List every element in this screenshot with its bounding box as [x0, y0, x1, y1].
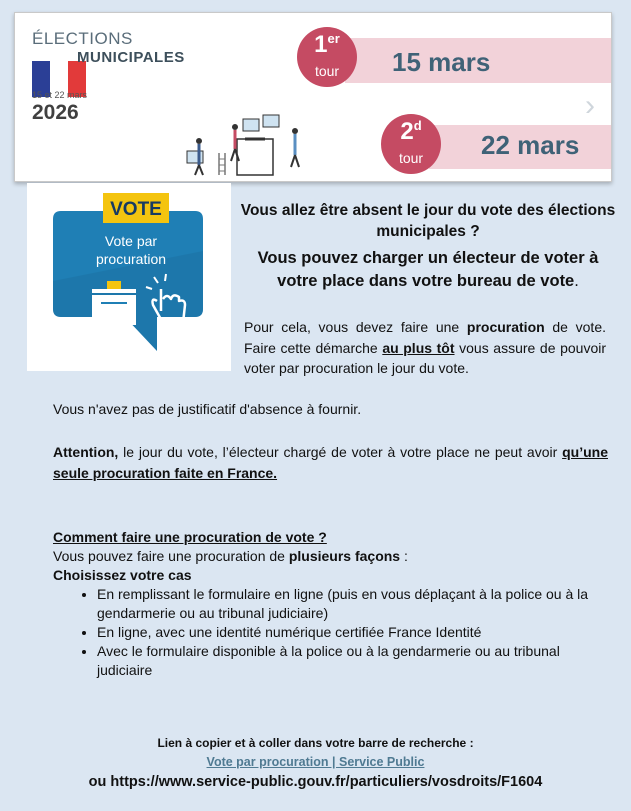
headline [238, 200, 618, 293]
tour2-badge [381, 114, 441, 174]
tour2-date: 22 mars [481, 130, 580, 160]
vote-procuration-badge [27, 183, 231, 371]
options-list [53, 585, 613, 680]
attention-emphasis: qu’une seule procuration faite en France. [53, 444, 608, 481]
banner-year: 2026 [32, 101, 79, 124]
attention-label: Attention, [53, 444, 119, 460]
tour2-number: 2 [400, 118, 414, 145]
service-public-link[interactable]: Vote par procuration | Service Public [206, 755, 425, 769]
banner-title-elections: ÉLECTIONS [32, 29, 133, 48]
tour1-number: 1 [314, 31, 328, 58]
tour2-label: tour [398, 150, 424, 166]
para1-procuration: procuration [466, 319, 545, 335]
footer-url: ou https://www.service-public.gouv.fr/particuliers/vosdroits/F1604 [88, 774, 543, 790]
para1-text-1: Pour cela, vous devez faire une [244, 319, 467, 335]
election-banner [14, 12, 612, 182]
people-voting-illustration [185, 113, 325, 179]
ballot-box-hand-icon [45, 191, 215, 361]
footer [30, 736, 601, 790]
tour1-badge [297, 27, 357, 87]
tour2-suffix: d [413, 118, 422, 133]
headline-answer [238, 247, 618, 293]
banner-dates: 15 et 22 mars [32, 90, 88, 100]
headline-answer-main: Vous pouvez charger un électeur de voter à votre place dans votre bureau de vote [257, 249, 599, 290]
how-to-intro [53, 547, 613, 566]
para1-au-plus-tot: au plus tôt [382, 339, 455, 356]
badge-line2: procuration [95, 251, 167, 267]
how-intro-emphasis: plusieurs façons [288, 548, 401, 564]
headline-answer-end: . [574, 272, 579, 290]
banner-title-municipales: MUNICIPALES [77, 49, 185, 66]
tour1-label: tour [314, 63, 340, 79]
how-intro-3: : [400, 548, 408, 564]
list-item: • En remplissant le formulaire en ligne (puis en vous déplaçant à la police ou à la gendarmerie ou au tribunal judiciaire) [97, 585, 613, 623]
no-justification-text: Vous n'avez pas de justificatif d'absence à fournir. [53, 401, 362, 417]
tour1-date: 15 mars [392, 47, 491, 77]
chevron-right-icon: › [585, 89, 595, 122]
headline-question: Vous allez être absent le jour du vote des élections municipales ? [240, 202, 616, 240]
choose-case-label: Choisissez votre cas [53, 567, 192, 583]
badge-vote-text: VOTE [110, 199, 162, 220]
para1-text-3: vous assure de pouvoir voter par procuration le jour du vote. [244, 339, 607, 376]
badge-line1: Vote par [104, 233, 158, 249]
attention-paragraph [53, 442, 608, 483]
tour1-suffix: er [327, 31, 340, 46]
attention-text: le jour du vote, l’électeur chargé de voter à votre place ne peut avoir [118, 444, 563, 460]
list-item: • Avec le formulaire disponible à la police ou à la gendarmerie ou au tribunal judiciaire [97, 642, 613, 680]
footer-instruction: Lien à copier et à coller dans votre barre de recherche : [157, 736, 474, 750]
intro-paragraph [244, 317, 606, 379]
para1-text-2: de vote. Faire cette démarche [244, 319, 606, 356]
how-to-title: Comment faire une procuration de vote ? [53, 529, 327, 545]
list-item: • En ligne, avec une identité numérique certifiée France Identité [97, 623, 613, 642]
how-to-section [53, 528, 613, 680]
how-intro-1: Vous pouvez faire une procuration de [53, 548, 289, 564]
